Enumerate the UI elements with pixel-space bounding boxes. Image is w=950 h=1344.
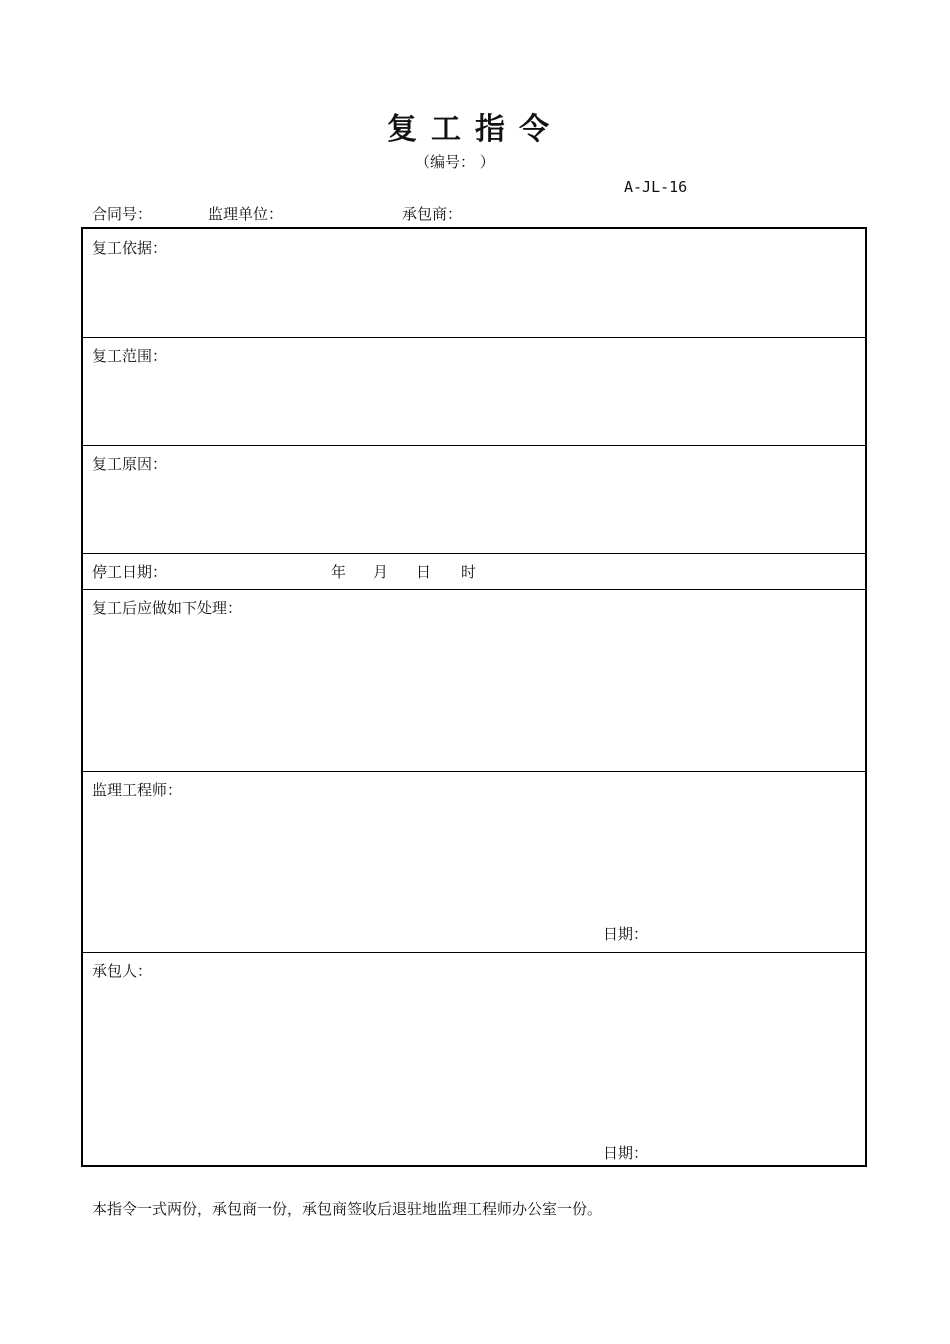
scope-label: 复工范围： (92, 347, 168, 365)
basis-label: 复工依据： (92, 239, 168, 257)
reason-label: 复工原因： (92, 455, 168, 473)
engineer-date-label: 日期： (603, 925, 649, 943)
form-code: A-JL-16 (624, 178, 688, 196)
contractor-person-row (83, 952, 865, 1167)
contract-number-label: 合同号： (92, 205, 153, 223)
document-title: 复工指令 (387, 112, 563, 147)
contractor-date-label: 日期： (603, 1144, 649, 1162)
handling-label: 复工后应做如下处理： (92, 599, 243, 617)
day-label: 日 (416, 563, 432, 581)
handling-row (83, 589, 865, 772)
stop-date-label: 停工日期： (92, 563, 168, 581)
year-label: 年 (331, 563, 347, 581)
scope-row (83, 337, 865, 446)
engineer-row (83, 771, 865, 953)
instruction-form (81, 227, 867, 1167)
footer-note: 本指令一式两份，承包商一份，承包商签收后退驻地监理工程师办公室一份。 (92, 1200, 603, 1218)
engineer-label: 监理工程师： (92, 781, 183, 799)
number-label: （编号： ） (415, 153, 495, 171)
stop-date-row (83, 553, 865, 590)
basis-row (83, 229, 865, 338)
hour-label: 时 (461, 563, 477, 581)
contractor-person-label: 承包人： (92, 962, 153, 980)
supervisor-unit-label: 监理单位： (208, 205, 284, 223)
reason-row (83, 445, 865, 554)
month-label: 月 (373, 563, 389, 581)
contractor-label: 承包商： (402, 205, 463, 223)
